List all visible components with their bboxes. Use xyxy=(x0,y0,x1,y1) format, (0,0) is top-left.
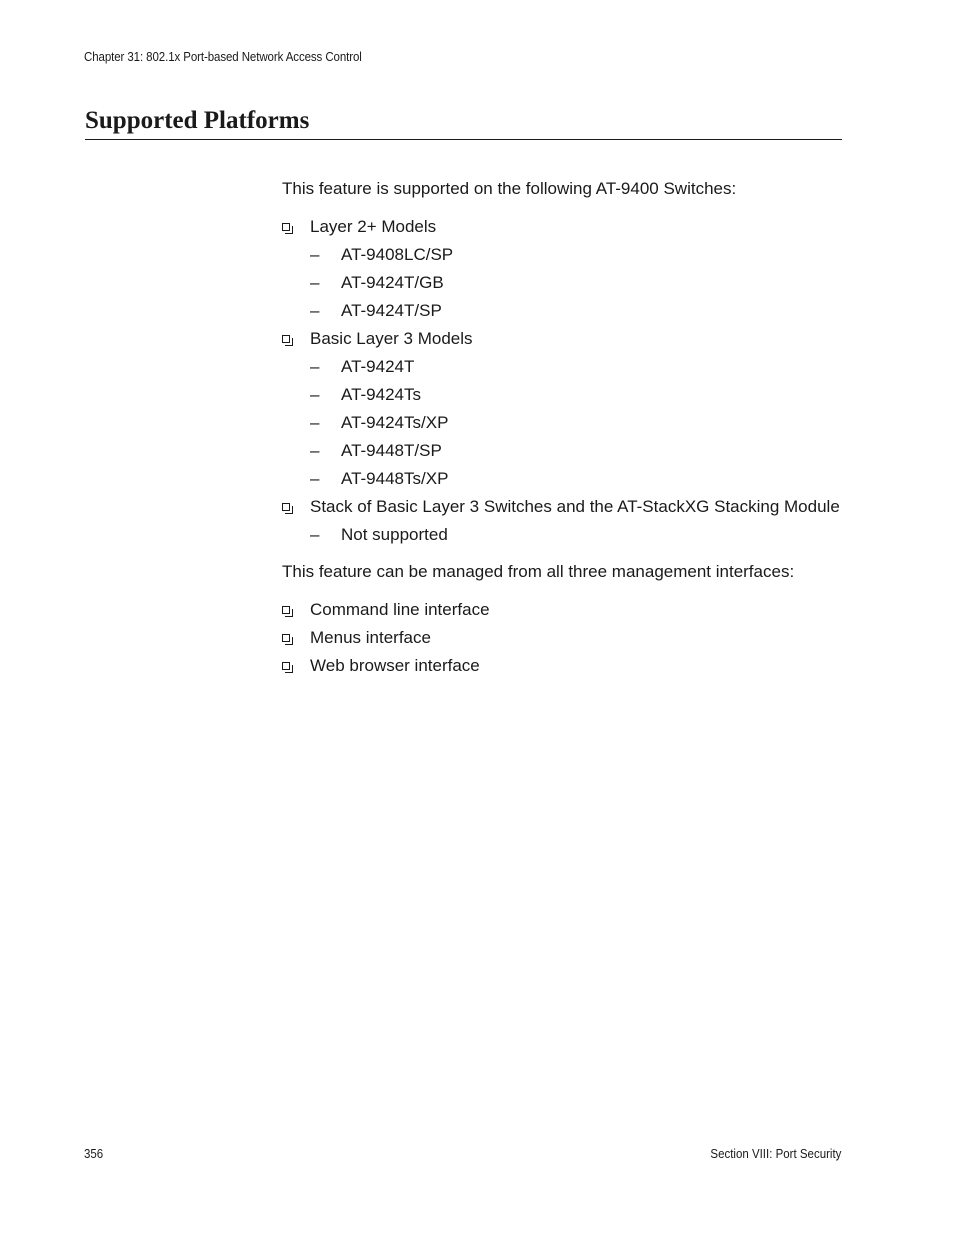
list-item xyxy=(282,493,862,549)
model-name: AT-9424Ts/XP xyxy=(341,413,449,432)
list-item xyxy=(310,409,862,437)
square-bullet-icon xyxy=(282,335,290,343)
square-bullet-icon xyxy=(282,223,290,231)
list-item xyxy=(282,596,862,624)
list-item xyxy=(310,465,862,493)
list-item xyxy=(310,521,862,549)
dash-icon: – xyxy=(310,469,320,488)
interface-name: Menus interface xyxy=(310,628,431,647)
model-list xyxy=(310,241,862,325)
model-name: AT-9424T xyxy=(341,357,415,376)
title-rule xyxy=(85,139,842,140)
model-list xyxy=(310,353,862,493)
interface-name: Web browser interface xyxy=(310,656,480,675)
model-name: AT-9424T/GB xyxy=(341,273,444,292)
management-paragraph: This feature can be managed from all three management interfaces: xyxy=(282,562,795,581)
list-item xyxy=(282,213,862,325)
list-item xyxy=(310,297,862,325)
dash-icon: – xyxy=(310,245,320,264)
interface-list xyxy=(282,596,862,680)
dash-icon: – xyxy=(310,413,320,432)
dash-icon: – xyxy=(310,525,320,544)
square-bullet-icon xyxy=(282,634,290,642)
model-name: AT-9424Ts xyxy=(341,385,422,404)
list-item xyxy=(282,624,862,652)
platform-category-label: Basic Layer 3 Models xyxy=(310,329,473,348)
model-name: AT-9448Ts/XP xyxy=(341,469,449,488)
interface-name: Command line interface xyxy=(310,600,490,619)
platform-category-label: Stack of Basic Layer 3 Switches and the AT-StackXG Stacking Module xyxy=(310,497,840,516)
platform-list xyxy=(282,213,862,549)
model-name: AT-9408LC/SP xyxy=(341,245,454,264)
model-name: Not supported xyxy=(341,525,448,544)
footer-section-name: Section VIII: Port Security xyxy=(709,1147,841,1161)
list-item xyxy=(310,241,862,269)
dash-icon: – xyxy=(310,273,320,292)
model-name: AT-9448T/SP xyxy=(341,441,442,460)
page-number: 356 xyxy=(84,1147,104,1161)
list-item xyxy=(310,269,862,297)
dash-icon: – xyxy=(310,357,320,376)
list-item xyxy=(310,353,862,381)
dash-icon: – xyxy=(310,385,320,404)
dash-icon: – xyxy=(310,301,320,320)
square-bullet-icon xyxy=(282,503,290,511)
list-item xyxy=(310,437,862,465)
model-list xyxy=(310,521,862,549)
dash-icon: – xyxy=(310,441,320,460)
content-body xyxy=(282,176,862,680)
running-header: Chapter 31: 802.1x Port-based Network Access Control xyxy=(84,50,362,64)
list-item xyxy=(282,652,862,680)
square-bullet-icon xyxy=(282,606,290,614)
model-name: AT-9424T/SP xyxy=(341,301,442,320)
list-item xyxy=(282,325,862,493)
square-bullet-icon xyxy=(282,662,290,670)
intro-paragraph: This feature is supported on the following AT-9400 Switches: xyxy=(282,179,737,198)
section-title: Supported Platforms xyxy=(85,107,310,134)
platform-category-label: Layer 2+ Models xyxy=(310,217,437,236)
list-item xyxy=(310,381,862,409)
